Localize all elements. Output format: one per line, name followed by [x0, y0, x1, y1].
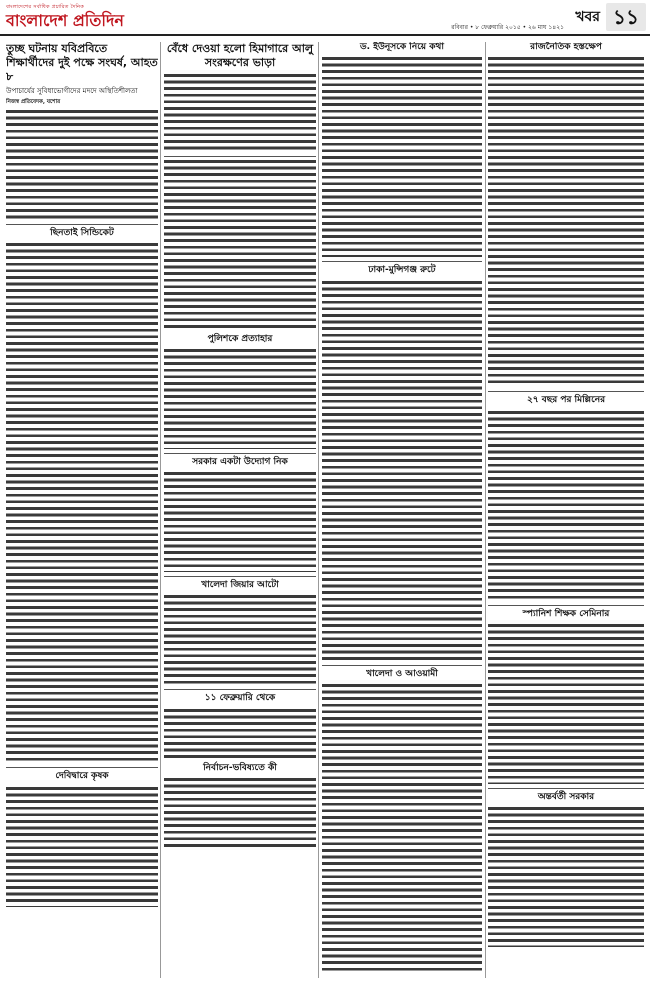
- article-body: [488, 411, 644, 601]
- article-headline[interactable]: দেবিদ্বারে কৃষক: [55, 771, 109, 782]
- column-rule: [318, 42, 319, 978]
- article-body: [164, 709, 316, 759]
- article-headline[interactable]: সরকার একটা উদ্যোগ নিক: [192, 456, 288, 467]
- divider: [6, 767, 158, 768]
- article-body: [164, 349, 316, 449]
- logo-tagline: বাংলাদেশের সর্বাধিক প্রচারিত দৈনিক: [6, 4, 85, 10]
- article-body: [488, 57, 644, 387]
- article-headline[interactable]: স্প্যানিশ শিক্ষক সেমিনার: [522, 608, 610, 619]
- section-label: খবর: [575, 9, 600, 25]
- byline: নিজস্ব প্রতিবেদক, যশোর: [6, 99, 61, 105]
- masthead: [0, 0, 650, 36]
- article-body: [164, 595, 316, 685]
- article-headline[interactable]: রাজনৈতিক হস্তক্ষেপ: [530, 42, 602, 52]
- article-body: [6, 787, 158, 907]
- divider: [488, 788, 644, 789]
- divider: [164, 453, 316, 454]
- article-headline[interactable]: ২৭ বছর পর মিল্লিনের: [526, 395, 606, 406]
- divider: [6, 224, 158, 225]
- divider: [488, 391, 644, 392]
- article-headline[interactable]: নির্বাচন-ভবিষ্যতে কী: [203, 762, 277, 773]
- divider: [322, 665, 482, 666]
- article-body: [322, 281, 482, 661]
- column-3: [322, 42, 482, 978]
- article-headline[interactable]: বেঁধে দেওয়া হলো হিমাগারে আলু সংরক্ষণের ভাড়া: [166, 42, 314, 69]
- logo-name: বাংলাদেশ প্রতিদিন: [6, 11, 124, 30]
- article-headline[interactable]: খালেদা ও আওয়ামী: [366, 668, 438, 679]
- divider: [488, 605, 644, 606]
- divider: [164, 576, 316, 577]
- dateline: রবিবার • ৮ ফেব্রুয়ারি ২০১৫ • ২৬ মাঘ ১৪২১: [451, 24, 564, 31]
- page-number: ১১: [606, 3, 646, 31]
- article-body: [6, 110, 158, 220]
- article-body: [322, 57, 482, 257]
- lead-subheadline: উপাচার্যের সুবিধাভোগীদের মদদে অস্থিতিশীলতা: [6, 87, 138, 96]
- newspaper-logo: [6, 4, 134, 32]
- article-body: [488, 807, 644, 947]
- lead-headline[interactable]: তুচ্ছ ঘটনায় যবিপ্রবিতে শিক্ষার্থীদের দুই পক্ষে সংঘর্ষ, আহত ৮: [6, 42, 158, 83]
- divider: [322, 261, 482, 262]
- article-body: [164, 160, 316, 330]
- article-headline[interactable]: ঢাকা-মুন্সিগঞ্জ রুটে: [368, 265, 436, 276]
- article-body: [6, 243, 158, 763]
- article-headline[interactable]: ছিনতাই সিন্ডিকেট: [50, 228, 114, 238]
- column-4: [488, 42, 644, 978]
- article-body: [164, 778, 316, 848]
- article-headline[interactable]: খালেদা জিয়ার আটো: [201, 580, 279, 590]
- column-2: [164, 42, 316, 978]
- article-body: [322, 684, 482, 974]
- article-headline[interactable]: ১১ ফেব্রুয়ারি থেকে: [204, 693, 276, 704]
- article-body: [164, 74, 316, 152]
- divider: [164, 689, 316, 690]
- column-1: [6, 42, 158, 978]
- article-headline[interactable]: অন্তর্বর্তী সরকার: [537, 791, 595, 802]
- article-body: [488, 624, 644, 784]
- divider: [164, 156, 316, 157]
- article-headline[interactable]: পুলিশকে প্রত্যাহার: [207, 333, 273, 344]
- article-headline[interactable]: ড. ইউনূসকে নিয়ে কথা: [360, 42, 444, 52]
- column-rule: [160, 42, 161, 978]
- column-rule: [485, 42, 486, 978]
- article-body: [164, 472, 316, 572]
